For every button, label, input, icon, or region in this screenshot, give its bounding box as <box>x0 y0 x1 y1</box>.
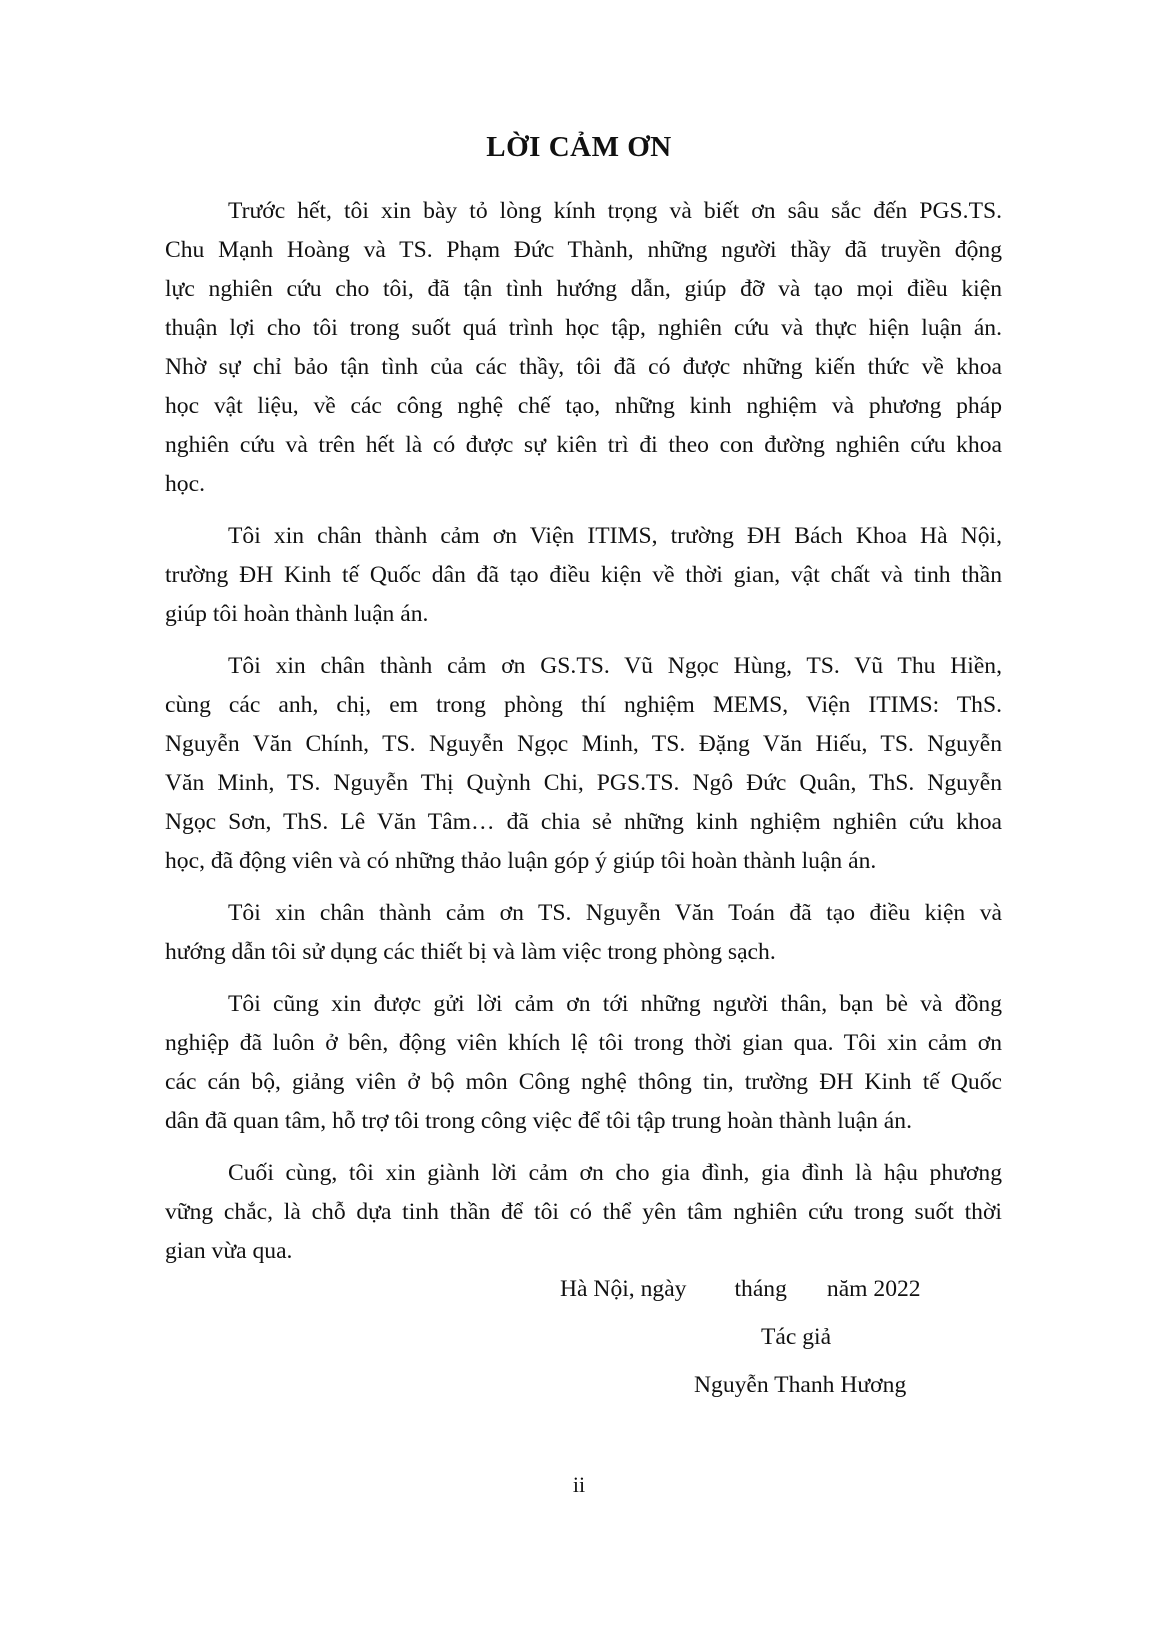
signature-place-day: Hà Nội, ngày <box>560 1276 687 1302</box>
signature-date-line <box>560 1270 921 1309</box>
paragraph-line: học, đã động viên và có những thảo luận góp ý giúp tôi hoàn thành luận án. <box>165 848 877 874</box>
paragraph-line: lực nghiên cứu cho tôi, đã tận tình hướng dẫn, giúp đỡ và tạo mọi điều kiện <box>165 276 1002 302</box>
page-title: LỜI CẢM ƠN <box>486 131 672 163</box>
paragraph-line: Nguyễn Văn Chính, TS. Nguyễn Ngọc Minh, TS. Đặng Văn Hiếu, TS. Nguyễn <box>165 731 1002 757</box>
paragraph-line: thuận lợi cho tôi trong suốt quá trình học tập, nghiên cứu và thực hiện luận án. <box>165 315 1002 341</box>
paragraph <box>165 517 1002 634</box>
paragraph-line: Cuối cùng, tôi xin giành lời cảm ơn cho gia đình, gia đình là hậu phương <box>228 1160 1002 1186</box>
paragraph-line: Ngọc Sơn, ThS. Lê Văn Tâm… đã chia sẻ những kinh nghiệm nghiên cứu khoa <box>165 809 1002 835</box>
signature-name: Nguyễn Thanh Hương <box>694 1372 907 1398</box>
paragraph-line: Tôi xin chân thành cảm ơn Viện ITIMS, trường ĐH Bách Khoa Hà Nội, <box>228 523 1002 549</box>
page-number: ii <box>572 1472 586 1497</box>
paragraph-line: hướng dẫn tôi sử dụng các thiết bị và làm việc trong phòng sạch. <box>165 939 776 965</box>
paragraph-line: trường ĐH Kinh tế Quốc dân đã tạo điều kiện về thời gian, vật chất và tinh thần <box>165 562 1002 588</box>
paragraph <box>165 192 1002 504</box>
paragraph-line: gian vừa qua. <box>165 1238 293 1264</box>
paragraph-line: học. <box>165 471 205 497</box>
paragraph-line: Văn Minh, TS. Nguyễn Thị Quỳnh Chi, PGS.TS. Ngô Đức Quân, ThS. Nguyễn <box>165 770 1002 796</box>
signature-year: năm 2022 <box>826 1276 921 1302</box>
paragraph-line: vững chắc, là chỗ dựa tinh thần để tôi có thể yên tâm nghiên cứu trong suốt thời <box>165 1199 1002 1225</box>
paragraph-line: Tôi xin chân thành cảm ơn GS.TS. Vũ Ngọc Hùng, TS. Vũ Thu Hiền, <box>228 653 1002 679</box>
paragraph <box>165 647 1002 881</box>
paragraph-line: giúp tôi hoàn thành luận án. <box>165 601 429 627</box>
paragraph-line: cùng các anh, chị, em trong phòng thí nghiệm MEMS, Viện ITIMS: ThS. <box>165 692 1002 718</box>
paragraph-line: nghiên cứu và trên hết là có được sự kiên trì đi theo con đường nghiên cứu khoa <box>165 432 1002 458</box>
paragraph-line: Trước hết, tôi xin bày tỏ lòng kính trọng và biết ơn sâu sắc đến PGS.TS. <box>228 198 1002 224</box>
paragraph-line: dân đã quan tâm, hỗ trợ tôi trong công việc để tôi tập trung hoàn thành luận án. <box>165 1108 912 1134</box>
paragraph-line: Tôi xin chân thành cảm ơn TS. Nguyễn Văn Toán đã tạo điều kiện và <box>228 900 1002 926</box>
paragraph-line: Nhờ sự chỉ bảo tận tình của các thầy, tôi đã có được những kiến thức về khoa <box>165 354 1002 380</box>
paragraph-line: các cán bộ, giảng viên ở bộ môn Công nghệ thông tin, trường ĐH Kinh tế Quốc <box>165 1069 1002 1095</box>
paragraph-line: nghiệp đã luôn ở bên, động viên khích lệ tôi trong thời gian qua. Tôi xin cảm ơn <box>165 1030 1002 1056</box>
paragraph-line: Chu Mạnh Hoàng và TS. Phạm Đức Thành, những người thầy đã truyền động <box>165 237 1002 263</box>
acknowledgement-body <box>165 192 1002 1284</box>
paragraph <box>165 1154 1002 1271</box>
paragraph <box>165 894 1002 972</box>
signature-month: tháng <box>734 1276 787 1302</box>
paragraph <box>165 985 1002 1141</box>
signature-role: Tác giả <box>761 1324 832 1350</box>
paragraph-line: học vật liệu, về các công nghệ chế tạo, những kinh nghiệm và phương pháp <box>165 393 1002 419</box>
paragraph-line: Tôi cũng xin được gửi lời cảm ơn tới những người thân, bạn bè và đồng <box>228 991 1002 1017</box>
